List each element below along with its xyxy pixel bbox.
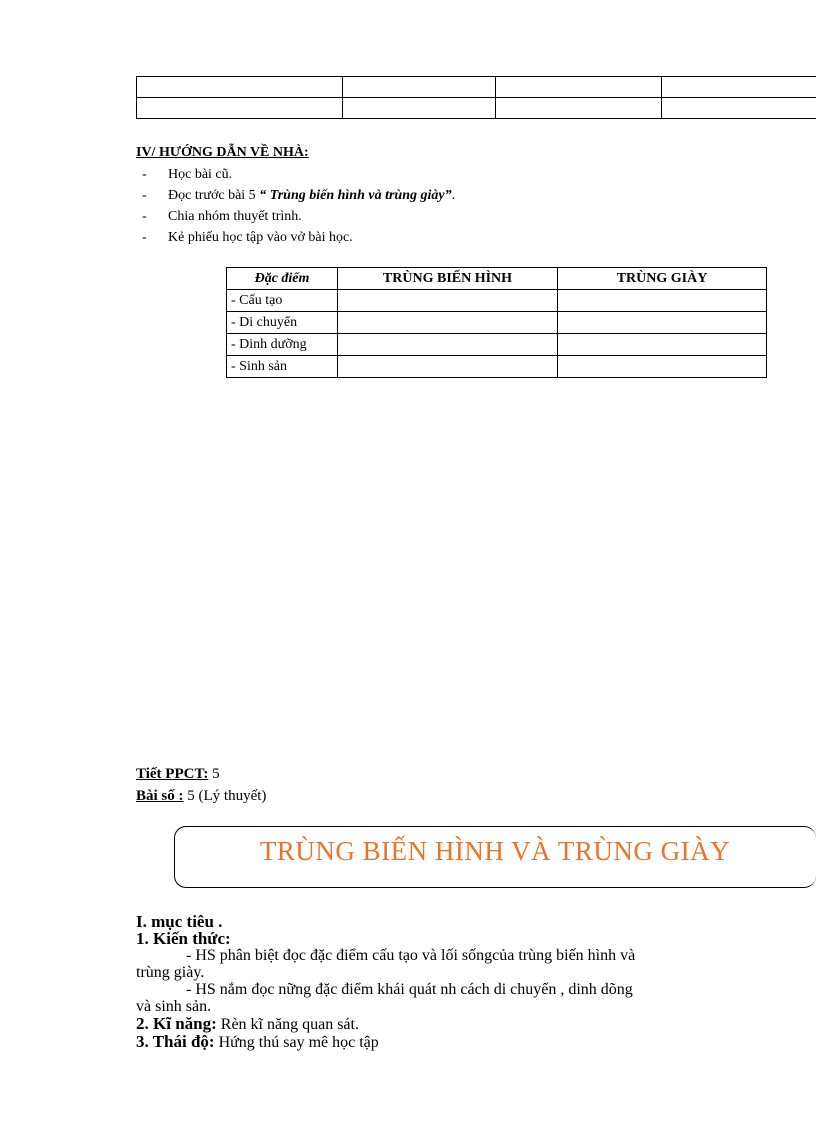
period-label: Tiết PPCT: [136, 766, 209, 782]
objectives-section [136, 913, 756, 1051]
column-header: Đặc điểm [227, 268, 338, 290]
knowledge-item: - HS nắm đọc nững đặc điểm khái quát nh cách di chuyển , dinh dõng [186, 981, 633, 998]
column-header: TRÙNG GIÀY [558, 268, 767, 290]
comparison-table [226, 267, 767, 378]
knowledge-item-cont: và sinh sản. [136, 998, 212, 1015]
knowledge-item-cont: trùng giày. [136, 964, 205, 981]
homework-list [136, 164, 696, 248]
row-label: - Sinh sản [227, 356, 338, 378]
row-label: - Dinh dưỡng [227, 334, 338, 356]
column-header: TRÙNG BIẾN HÌNH [338, 268, 558, 290]
lesson-label: Bài số : [136, 788, 184, 804]
row-label: - Cấu tạo [227, 290, 338, 312]
homework-heading: IV/ HƯỚNG DẪN VỀ NHÀ: [136, 145, 309, 160]
attitude-line: 3. Thái độ: Hứng thú say mê học tập [136, 1032, 379, 1051]
list-item: - Chia nhóm thuyết trình. [142, 209, 302, 224]
period-value: 5 [212, 766, 220, 782]
skill-line: 2. Kĩ năng: Rèn kĩ năng quan sát. [136, 1014, 359, 1033]
carryover-table [136, 76, 816, 119]
lesson-line [136, 786, 266, 807]
list-item: - Học bài cũ. [142, 167, 233, 182]
row-label: - Di chuyển [227, 312, 338, 334]
list-item: - Kẻ phiếu học tập vào vở bài học. [142, 230, 353, 245]
table-row [227, 290, 767, 312]
page-title: TRÙNG BIẾN HÌNH VÀ TRÙNG GIÀY [259, 836, 731, 866]
lesson-value: 5 (Lý thuyết) [187, 788, 267, 804]
table-row [137, 98, 816, 119]
knowledge-heading: 1. Kiến thức: [136, 929, 231, 948]
table-row [137, 77, 816, 98]
table-row [227, 334, 767, 356]
period-line [136, 764, 220, 785]
knowledge-item: - HS phân biệt đọc đặc điểm cấu tạo và lối sốngcủa trùng biến hình và [186, 947, 636, 964]
table-row [227, 312, 767, 334]
list-item: - Đọc trước bài 5 “ Trùng biến hình và trùng giày”. [142, 188, 456, 203]
objectives-heading: I. mục tiêu . [136, 912, 223, 931]
table-header-row [227, 268, 767, 290]
table-row [227, 356, 767, 378]
